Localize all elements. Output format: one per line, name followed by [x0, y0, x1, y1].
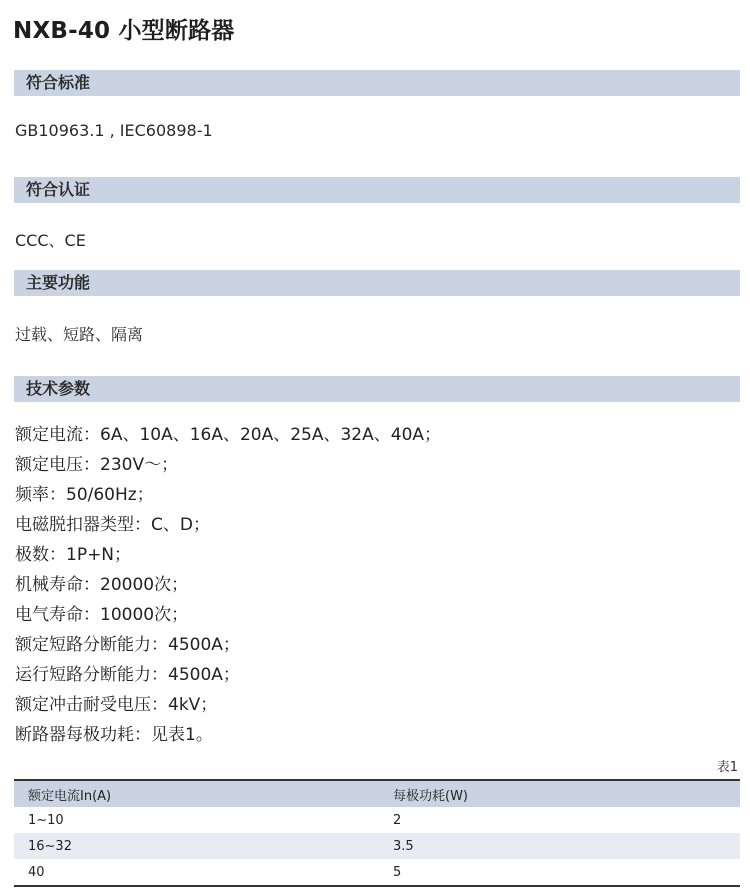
param-rated-breaking-capacity: 额定短路分断能力：4500A； — [15, 635, 240, 655]
param-poles: 极数：1P+N； — [15, 545, 132, 565]
table-header-row — [14, 780, 740, 807]
functions-text: 过载、短路、隔离 — [15, 325, 144, 344]
table-cell-current: 40 — [14, 859, 393, 886]
param-mechanical-life: 机械寿命：20000次； — [15, 575, 189, 595]
table-cell-current: 1~10 — [14, 807, 393, 833]
parameter-list — [15, 420, 441, 750]
section-header-parameters: 技术参数 — [14, 376, 740, 402]
param-rated-current: 额定电流：6A、10A、16A、20A、25A、32A、40A； — [15, 425, 442, 445]
certification-text: CCC、CE — [15, 231, 86, 250]
table-row — [14, 859, 740, 886]
table-caption: 表1 — [716, 760, 738, 775]
section-header-functions: 主要功能 — [14, 270, 740, 296]
power-loss-table — [14, 779, 740, 887]
param-rated-voltage: 额定电压：230V～； — [15, 455, 179, 475]
table-cell-power: 2 — [393, 807, 740, 833]
section-header-certification: 符合认证 — [14, 177, 740, 203]
param-impulse-voltage: 额定冲击耐受电压：4kV； — [15, 695, 218, 715]
param-power-loss: 断路器每极功耗：见表1。 — [15, 725, 213, 745]
param-service-breaking-capacity: 运行短路分断能力：4500A； — [15, 665, 240, 685]
page-title: NXB-40 小型断路器 — [13, 18, 235, 44]
table-cell-power: 3.5 — [393, 833, 740, 859]
table-header-power: 每极功耗(W) — [393, 780, 740, 807]
param-electrical-life: 电气寿命：10000次； — [15, 605, 189, 625]
table-cell-current: 16~32 — [14, 833, 393, 859]
standard-text: GB10963.1 , IEC60898-1 — [15, 121, 213, 140]
param-trip-type: 电磁脱扣器类型：C、D； — [15, 515, 210, 535]
table-row — [14, 807, 740, 833]
table-cell-power: 5 — [393, 859, 740, 886]
table-header-current: 额定电流In(A) — [14, 780, 393, 807]
table-row — [14, 833, 740, 859]
section-header-standard: 符合标准 — [14, 70, 740, 96]
param-frequency: 频率：50/60Hz； — [15, 485, 154, 505]
